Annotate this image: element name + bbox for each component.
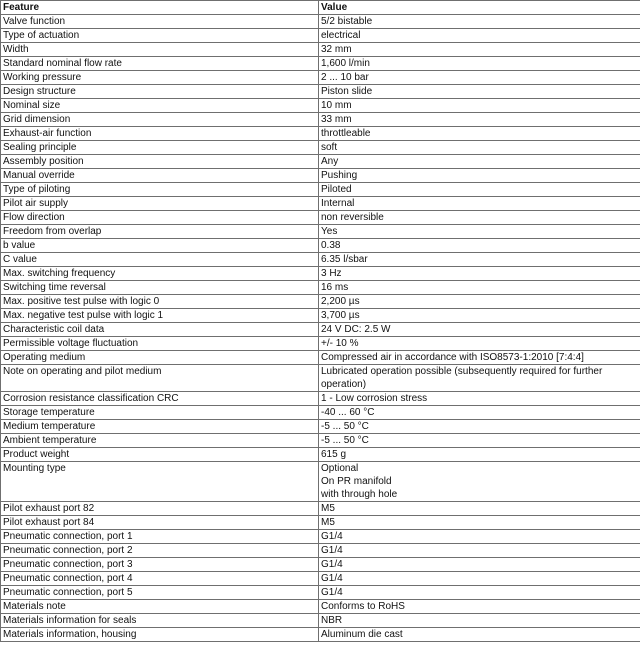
table-row <box>1 365 640 392</box>
feature-cell: Permissible voltage fluctuation <box>1 337 319 351</box>
table-row <box>1 309 640 323</box>
table-row <box>1 295 640 309</box>
value-line: 3,700 µs <box>321 310 360 321</box>
table-row <box>1 281 640 295</box>
table-row <box>1 586 640 600</box>
value-line: -5 ... 50 °C <box>321 435 369 446</box>
value-cell <box>319 406 640 420</box>
value-cell <box>319 351 640 365</box>
value-line: Internal <box>321 198 355 209</box>
value-cell <box>319 155 640 169</box>
value-line: 1,600 l/min <box>321 58 370 69</box>
header-value: Value <box>319 1 640 15</box>
table-row <box>1 127 640 141</box>
feature-cell: Nominal size <box>1 99 319 113</box>
table-row <box>1 183 640 197</box>
table-body <box>1 15 640 642</box>
value-line: Lubricated operation possible (subsequently required for further <box>321 366 603 377</box>
value-line: Compressed air in accordance with ISO8573-1:2010 [7:4:4] <box>321 352 584 363</box>
feature-cell: Type of actuation <box>1 29 319 43</box>
value-cell <box>319 337 640 351</box>
value-line: On PR manifold <box>321 476 392 487</box>
table-row <box>1 225 640 239</box>
value-cell <box>319 29 640 43</box>
value-cell <box>319 309 640 323</box>
feature-cell: Flow direction <box>1 211 319 225</box>
table-row <box>1 516 640 530</box>
value-line: throttleable <box>321 128 371 139</box>
value-line: G1/4 <box>321 573 343 584</box>
value-line: 16 ms <box>321 282 349 293</box>
table-row <box>1 572 640 586</box>
feature-cell: Pilot air supply <box>1 197 319 211</box>
table-row <box>1 420 640 434</box>
feature-cell: Sealing principle <box>1 141 319 155</box>
value-line: -40 ... 60 °C <box>321 407 375 418</box>
value-cell <box>319 295 640 309</box>
value-cell <box>319 71 640 85</box>
feature-cell: Max. negative test pulse with logic 1 <box>1 309 319 323</box>
value-cell <box>319 420 640 434</box>
feature-cell: Switching time reversal <box>1 281 319 295</box>
value-line: 3 Hz <box>321 268 342 279</box>
value-line: Piston slide <box>321 86 373 97</box>
value-cell <box>319 572 640 586</box>
value-cell <box>319 392 640 406</box>
feature-cell: Storage temperature <box>1 406 319 420</box>
feature-cell: b value <box>1 239 319 253</box>
value-cell <box>319 516 640 530</box>
value-cell <box>319 628 640 642</box>
table-row <box>1 43 640 57</box>
value-cell <box>319 434 640 448</box>
table-row <box>1 169 640 183</box>
value-line: G1/4 <box>321 545 343 556</box>
value-cell <box>319 211 640 225</box>
value-line: 2,200 µs <box>321 296 360 307</box>
value-cell <box>319 99 640 113</box>
value-line: +/- 10 % <box>321 338 359 349</box>
table-row <box>1 197 640 211</box>
table-row <box>1 628 640 642</box>
value-cell <box>319 169 640 183</box>
header-feature: Feature <box>1 1 319 15</box>
value-cell <box>319 323 640 337</box>
feature-cell: Max. positive test pulse with logic 0 <box>1 295 319 309</box>
feature-cell: C value <box>1 253 319 267</box>
table-row <box>1 155 640 169</box>
feature-cell: Product weight <box>1 448 319 462</box>
value-line: Piloted <box>321 184 352 195</box>
value-cell <box>319 600 640 614</box>
table-row <box>1 113 640 127</box>
feature-cell: Materials information for seals <box>1 614 319 628</box>
value-cell <box>319 183 640 197</box>
table-row <box>1 502 640 516</box>
value-cell <box>319 448 640 462</box>
value-cell <box>319 141 640 155</box>
value-cell <box>319 127 640 141</box>
value-cell <box>319 113 640 127</box>
feature-cell: Operating medium <box>1 351 319 365</box>
table-row <box>1 434 640 448</box>
feature-cell: Grid dimension <box>1 113 319 127</box>
feature-cell: Type of piloting <box>1 183 319 197</box>
table-row <box>1 530 640 544</box>
feature-cell: Max. switching frequency <box>1 267 319 281</box>
value-line: 6.35 l/sbar <box>321 254 368 265</box>
table-row <box>1 448 640 462</box>
value-line: 1 - Low corrosion stress <box>321 393 428 404</box>
value-cell <box>319 267 640 281</box>
table-row <box>1 29 640 43</box>
table-header-row <box>1 1 640 15</box>
table-row <box>1 239 640 253</box>
value-cell <box>319 85 640 99</box>
feature-cell: Working pressure <box>1 71 319 85</box>
value-line: Any <box>321 156 339 167</box>
feature-cell: Pneumatic connection, port 5 <box>1 586 319 600</box>
value-line: -5 ... 50 °C <box>321 421 369 432</box>
feature-cell: Valve function <box>1 15 319 29</box>
value-cell <box>319 544 640 558</box>
table-row <box>1 544 640 558</box>
feature-cell: Assembly position <box>1 155 319 169</box>
table-row <box>1 141 640 155</box>
value-line: M5 <box>321 503 335 514</box>
feature-cell: Manual override <box>1 169 319 183</box>
value-cell <box>319 365 640 392</box>
value-line: G1/4 <box>321 587 343 598</box>
value-cell <box>319 530 640 544</box>
value-cell <box>319 253 640 267</box>
value-line: M5 <box>321 517 335 528</box>
value-cell <box>319 43 640 57</box>
value-line: with through hole <box>321 489 398 500</box>
feature-cell: Width <box>1 43 319 57</box>
value-line: operation) <box>321 379 367 390</box>
value-line: Yes <box>321 226 338 237</box>
feature-cell: Freedom from overlap <box>1 225 319 239</box>
value-line: non reversible <box>321 212 384 223</box>
table-row <box>1 99 640 113</box>
value-line: 33 mm <box>321 114 352 125</box>
value-line: Conforms to RoHS <box>321 601 405 612</box>
feature-cell: Exhaust-air function <box>1 127 319 141</box>
table-row <box>1 57 640 71</box>
value-cell <box>319 57 640 71</box>
value-line: G1/4 <box>321 531 343 542</box>
feature-cell: Medium temperature <box>1 420 319 434</box>
value-line: soft <box>321 142 338 153</box>
value-cell <box>319 239 640 253</box>
value-line: Aluminum die cast <box>321 629 403 640</box>
table-row <box>1 600 640 614</box>
value-line: 10 mm <box>321 100 352 111</box>
value-line: G1/4 <box>321 559 343 570</box>
feature-cell: Pilot exhaust port 82 <box>1 502 319 516</box>
value-cell <box>319 281 640 295</box>
feature-cell: Corrosion resistance classification CRC <box>1 392 319 406</box>
value-cell <box>319 15 640 29</box>
table-row <box>1 614 640 628</box>
value-line: Optional <box>321 463 359 474</box>
feature-cell: Design structure <box>1 85 319 99</box>
value-line: electrical <box>321 30 361 41</box>
value-cell <box>319 197 640 211</box>
table-row <box>1 337 640 351</box>
feature-cell: Pilot exhaust port 84 <box>1 516 319 530</box>
feature-cell: Characteristic coil data <box>1 323 319 337</box>
feature-cell: Note on operating and pilot medium <box>1 365 319 392</box>
feature-cell: Pneumatic connection, port 1 <box>1 530 319 544</box>
feature-cell: Standard nominal flow rate <box>1 57 319 71</box>
feature-cell: Pneumatic connection, port 4 <box>1 572 319 586</box>
value-line: NBR <box>321 615 343 626</box>
value-cell <box>319 225 640 239</box>
table-row <box>1 253 640 267</box>
feature-cell: Materials information, housing <box>1 628 319 642</box>
value-line: 0.38 <box>321 240 341 251</box>
feature-cell: Materials note <box>1 600 319 614</box>
table-row <box>1 15 640 29</box>
table-row <box>1 267 640 281</box>
value-line: 615 g <box>321 449 347 460</box>
value-cell <box>319 586 640 600</box>
table-row <box>1 351 640 365</box>
feature-cell: Pneumatic connection, port 2 <box>1 544 319 558</box>
feature-cell: Mounting type <box>1 462 319 502</box>
value-line: 2 ... 10 bar <box>321 72 369 83</box>
value-cell <box>319 502 640 516</box>
table-row <box>1 392 640 406</box>
value-cell <box>319 462 640 502</box>
value-cell <box>319 558 640 572</box>
table-row <box>1 558 640 572</box>
value-line: 32 mm <box>321 44 352 55</box>
feature-cell: Pneumatic connection, port 3 <box>1 558 319 572</box>
value-line: 24 V DC: 2.5 W <box>321 324 391 335</box>
feature-cell: Ambient temperature <box>1 434 319 448</box>
table-row <box>1 323 640 337</box>
value-cell <box>319 614 640 628</box>
table-row <box>1 211 640 225</box>
table-row <box>1 71 640 85</box>
value-line: Pushing <box>321 170 358 181</box>
table-row <box>1 85 640 99</box>
table-row <box>1 406 640 420</box>
table-row <box>1 462 640 502</box>
value-line: 5/2 bistable <box>321 16 373 27</box>
